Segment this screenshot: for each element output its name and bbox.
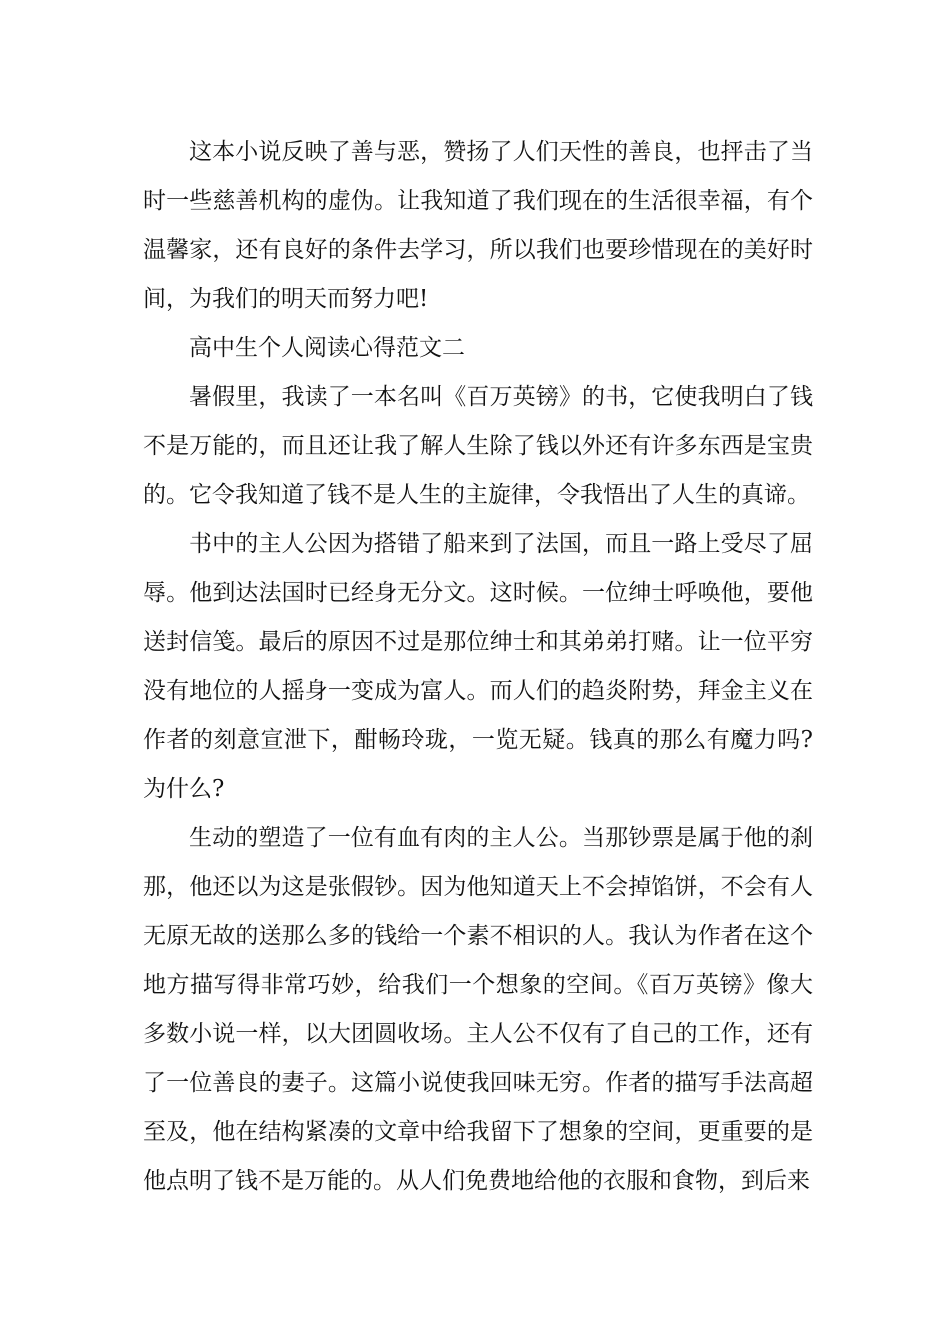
- paragraph-1: 这本小说反映了善与恶，赞扬了人们天性的善良，也抨击了当时一些慈善机构的虚伪。让我知道了我们现在的生活很幸福，有个温馨家，还有良好的条件去学习，所以我们也要珍惜现在的美好时间，为我们的明天而努力吧!: [143, 139, 813, 312]
- paragraph-3: 书中的主人公因为搭错了船来到了法国，而且一路上受尽了屈辱。他到达法国时已经身无分文。这时候。一位绅士呼唤他，要他送封信笺。最后的原因不过是那位绅士和其弟弟打赌。让一位平穷没有地位的人摇身一变成为富人。而人们的趋炎附势，拜金主义在作者的刻意宣泄下，酣畅玲珑，一览无疑。钱真的那么有魔力吗?为什么?: [143, 531, 813, 802]
- paragraph-4: 生动的塑造了一位有血有肉的主人公。当那钞票是属于他的刹那，他还以为这是张假钞。因为他知道天上不会掉馅饼，不会有人无原无故的送那么多的钱给一个素不相识的人。我认为作者在这个地方描写得非常巧妙，给我们一个想象的空间。《百万英镑》像大多数小说一样，以大团圆收场。主人公不仅有了自己的工作，还有了一位善良的妻子。这篇小说使我回味无穷。作者的描写手法高超至及，他在结构紧凑的文章中给我留下了想象的空间，更重要的是他点明了钱不是万能的。从人们免费地给他的衣服和食物，到后来: [143, 825, 813, 1194]
- paragraph-2: 暑假里，我读了一本名叫《百万英镑》的书，它使我明白了钱不是万能的，而且还让我了解人生除了钱以外还有许多东西是宝贵的。它令我知道了钱不是人生的主旋律，令我悟出了人生的真谛。: [143, 384, 813, 508]
- document-body: [143, 128, 813, 1206]
- section-heading: 高中生个人阅读心得范文二: [189, 335, 465, 361]
